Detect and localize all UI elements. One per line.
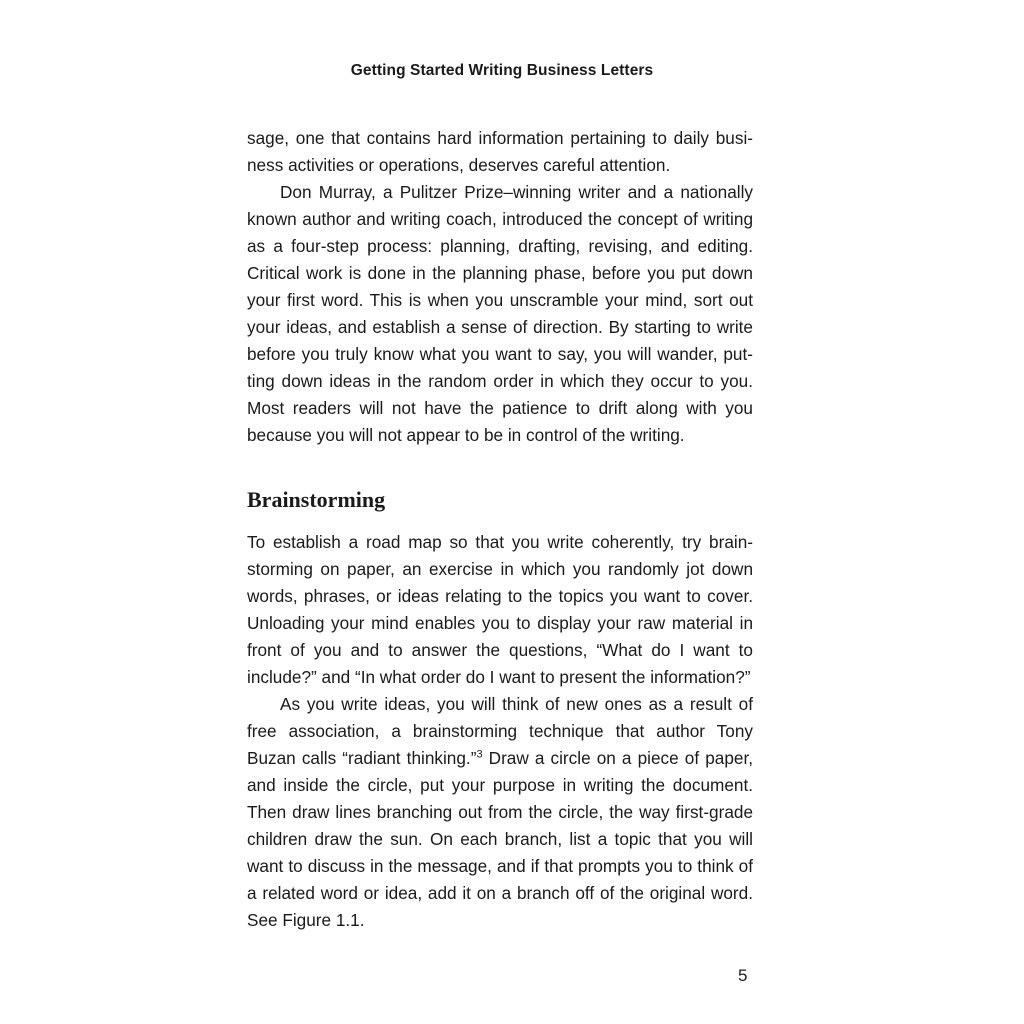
paragraph-road-map: To establish a road map so that you write coherently, try brainstorming on paper, an exercise in which you randomly jot down words, phrases, or ideas relating to the topics you want to cover. Unloading your mind enables you to display your raw material in front of you and to answer the questions, “What do I want to include?” and “In what order do I want to present the information?” bbox=[247, 532, 753, 687]
paragraph-free-association-part1: As you write ideas, you will think of new ones as a result of free association, a brainstorming technique that author Tony Buzan calls “radiant thinking.” bbox=[247, 694, 753, 768]
page-number: 5 bbox=[738, 966, 748, 985]
paragraph-free-association-part2: Draw a circle on a piece of paper, and inside the circle, put your purpose in writing the document. Then draw lines branching out from the circle, the way first-grade children draw the sun. On each branch, list a topic that you will want to discuss in the message, and if that prompts you to think of a related word or idea, add it on a branch off of the original word. See Figure 1.1. bbox=[247, 748, 753, 930]
body-text-bottom bbox=[247, 529, 753, 934]
section-heading-brainstorming: Brainstorming bbox=[247, 487, 386, 512]
footnote-ref[interactable]: 3 bbox=[476, 748, 483, 761]
paragraph-continuation: sage, one that contains hard information pertaining to daily business activities or operations, deserves careful attention. bbox=[247, 128, 753, 175]
paragraph-free-association bbox=[247, 691, 753, 934]
paragraph-don-murray: Don Murray, a Pulitzer Prize–winning writer and a nationally known author and writing coach, introduced the concept of writing as a four-step process: planning, drafting, revising, and editing. Critical work is done in the planning phase, before you put down your first word. This is when you unscramble your mind, sort out your ideas, and establish a sense of direction. By starting to write before you truly know what you want to say, you will wander, putting down ideas in the random order in which they occur to you. Most readers will not have the patience to drift along with you because you will not appear to be in control of the writing. bbox=[247, 182, 753, 445]
body-text-top bbox=[247, 125, 753, 449]
running-head: Getting Started Writing Business Letters bbox=[350, 62, 654, 79]
